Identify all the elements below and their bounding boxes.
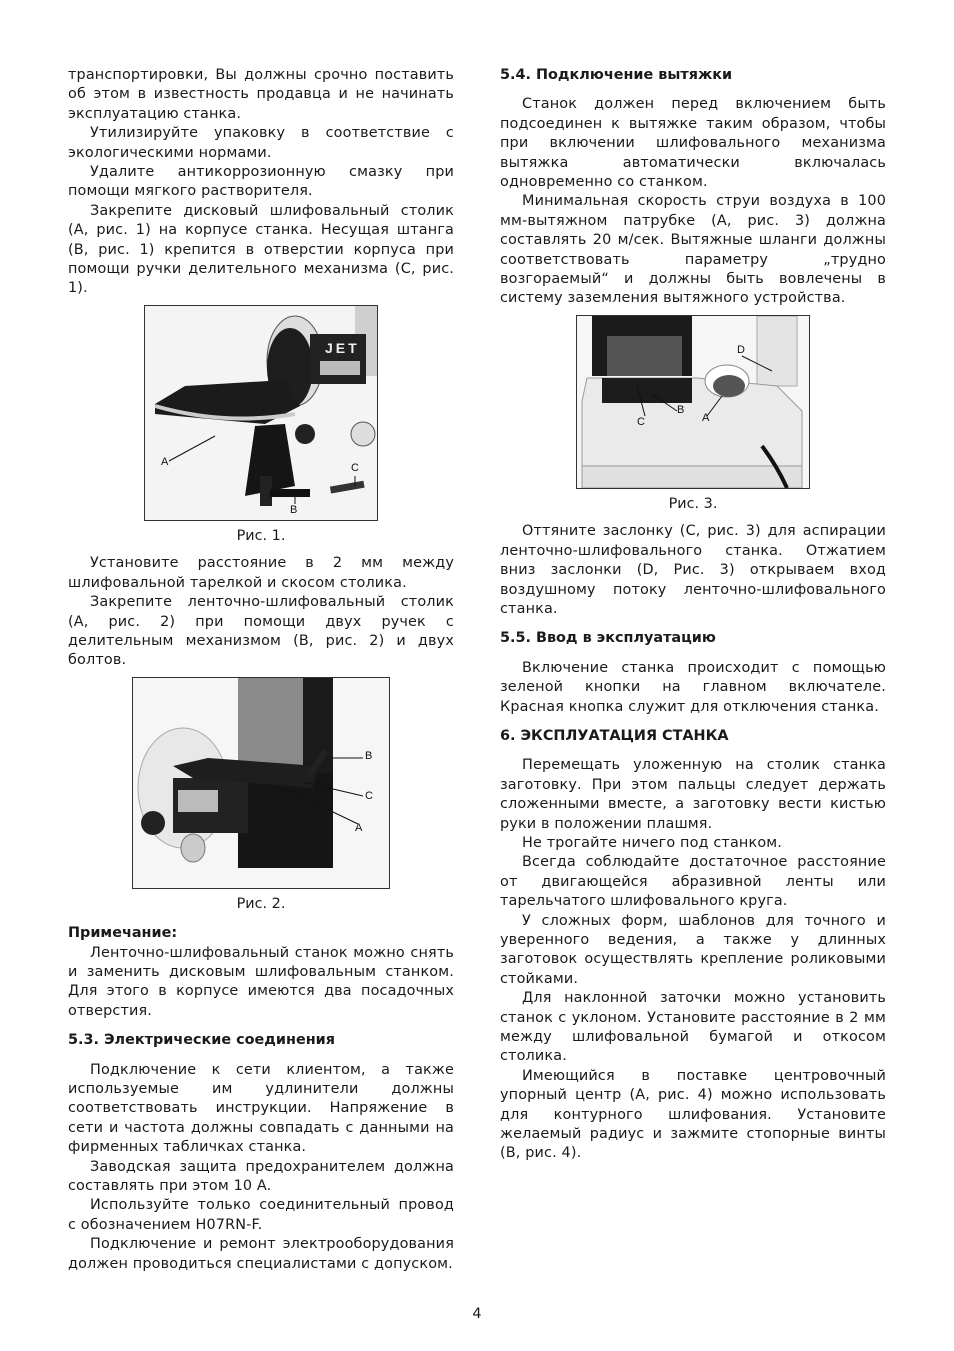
figure-1-label-b: B xyxy=(290,503,298,516)
jet-brand-logo: JET xyxy=(325,339,360,356)
figure-1-image xyxy=(144,305,378,521)
disc-sander-illustration xyxy=(145,306,377,520)
paragraph-connection: Подключение к сети клиентом, а также используемые им удлинители должны соответствовать инструкции. Напряжение в сети и частота должны совпадать с данными на фирменных табличках станка. xyxy=(68,1061,454,1156)
paragraph-distance: Всегда соблюдайте достаточное расстояние от двигающейся абразивной ленты или тарельчатого шлифовального круга. xyxy=(500,854,886,910)
figure-3-caption: Рис. 3. xyxy=(668,495,718,512)
figure-3 xyxy=(500,315,886,514)
section-heading-6: 6. ЭКСПЛУАТАЦИЯ СТАНКА xyxy=(500,727,729,744)
page-number: 4 xyxy=(472,1306,482,1322)
belt-sander-illustration xyxy=(133,678,389,888)
paragraph-transport: транспортировки, Вы должны срочно поставить об этом в известность продавца и не начинать эксплуатацию станка. xyxy=(68,67,454,122)
note-heading: Примечание: xyxy=(68,925,178,942)
figure-2-label-b: B xyxy=(365,749,373,762)
paragraph-fuse: Заводская защита предохранителем должна составлять при этом 10 A. xyxy=(68,1158,454,1194)
section-heading-5-5: 5.5. Ввод в эксплуатацию xyxy=(500,630,716,647)
paragraph-belt-table: Закрепите ленточно-шлифовальный столик (A, рис. 2) при помощи двух ручек с делительным механизмом (B, рис. 2) и двух болтов. xyxy=(68,594,454,669)
left-column xyxy=(68,66,454,1274)
figure-3-label-d: D xyxy=(737,343,745,356)
paragraph-damper: Оттяните заслонку (C, рис. 3) для аспирации ленточно-шлифовального станка. Отжатием вниз заслонки (D, Рис. 3) открываем вход воздушному потоку ленточно-шлифовального станка. xyxy=(500,523,886,617)
paragraph-grease: Удалите антикоррозионную смазку при помощи мягкого растворителя. xyxy=(68,164,454,200)
figure-2-caption: Рис. 2. xyxy=(236,895,286,912)
figure-2-label-a: A xyxy=(355,821,363,834)
paragraph-incline: Для наклонной заточки можно установить станок с уклоном. Установите расстояние в 2 мм между шлифовальной бумагой и откосом столика. xyxy=(500,990,886,1065)
figure-3-label-c: C xyxy=(637,415,645,428)
section-heading-5-4: 5.4. Подключение вытяжки xyxy=(500,67,733,83)
figure-1-label-a: A xyxy=(161,455,169,468)
figure-2-label-c: C xyxy=(365,789,373,802)
right-column xyxy=(500,66,886,1164)
paragraph-cable: Используйте только соединительный провод с обозначением H07RN-F. xyxy=(68,1197,454,1233)
paragraph-gap-2mm: Установите расстояние в 2 мм между шлифовальной тарелкой и скосом столика. xyxy=(68,555,454,591)
paragraph-extraction: Станок должен перед включением быть подсоединен к вытяжке таким образом, чтобы при включении шлифовального механизма вытяжка автоматически включалась одновременно со станком. xyxy=(500,96,886,191)
figure-3-label-b: B xyxy=(677,403,685,416)
paragraph-center-stop: Имеющийся в поставке центровочный упорный центр (A, рис. 4) можно использовать для контурного шлифования. Установите желаемый радиус и зажмите стопорные винты (B, рис. 4). xyxy=(500,1067,886,1162)
figure-1-label-c: C xyxy=(351,461,359,474)
figure-1 xyxy=(68,305,454,546)
paragraph-packaging: Утилизируйте упаковку в соответствие с экологическими нормами. xyxy=(68,125,454,161)
paragraph-workpiece: Перемещать уложенную на столик станка заготовку. При этом пальцы следует держать сложенными вместе, а заготовку вести кистью руки в положении плашмя. xyxy=(500,757,886,832)
extraction-port-illustration xyxy=(577,316,809,488)
paragraph-air-speed: Минимальная скорость струи воздуха в 100 мм-вытяжном патрубке (A, рис. 3) должна составлять 20 м/сек. Вытяжные шланги должны соответствовать параметру „трудно возгораемый“ и должны быть вовлечены в систему заземления вытяжного устройства. xyxy=(500,193,886,307)
paragraph-repair: Подключение и ремонт электрооборудования должен проводиться специалистами с допуском. xyxy=(68,1236,454,1272)
figure-3-label-a: A xyxy=(702,411,710,424)
paragraph-complex-shapes: У сложных форм, шаблонов для точного и уверенного ведения, а также у длинных заготовок осуществлять крепление роликовыми стойками. xyxy=(500,912,886,987)
paragraph-disc-table: Закрепите дисковый шлифовальный столик (A, рис. 1) на корпусе станка. Несущая штанга (B, рис. 1) крепится в отверстии корпуса при помощи ручки делительного механизма (C, рис. 1). xyxy=(68,202,454,297)
figure-1-caption: Рис. 1. xyxy=(236,527,286,544)
section-heading-5-3: 5.3. Электрические соединения xyxy=(68,1032,335,1049)
figure-2 xyxy=(68,677,454,914)
paragraph-do-not-touch: Не трогайте ничего под станком. xyxy=(522,834,783,851)
note-text: Ленточно-шлифовальный станок можно снять и заменить дисковым шлифовальным станком. Для этого в корпусе имеются два посадочных отверстия. xyxy=(68,944,454,1019)
figure-3-image xyxy=(576,315,810,489)
paragraph-startup: Включение станка происходит с помощью зеленой кнопки на главном включателе. Красная кнопка служит для отключения станка. xyxy=(500,659,886,715)
figure-2-image xyxy=(132,677,390,889)
